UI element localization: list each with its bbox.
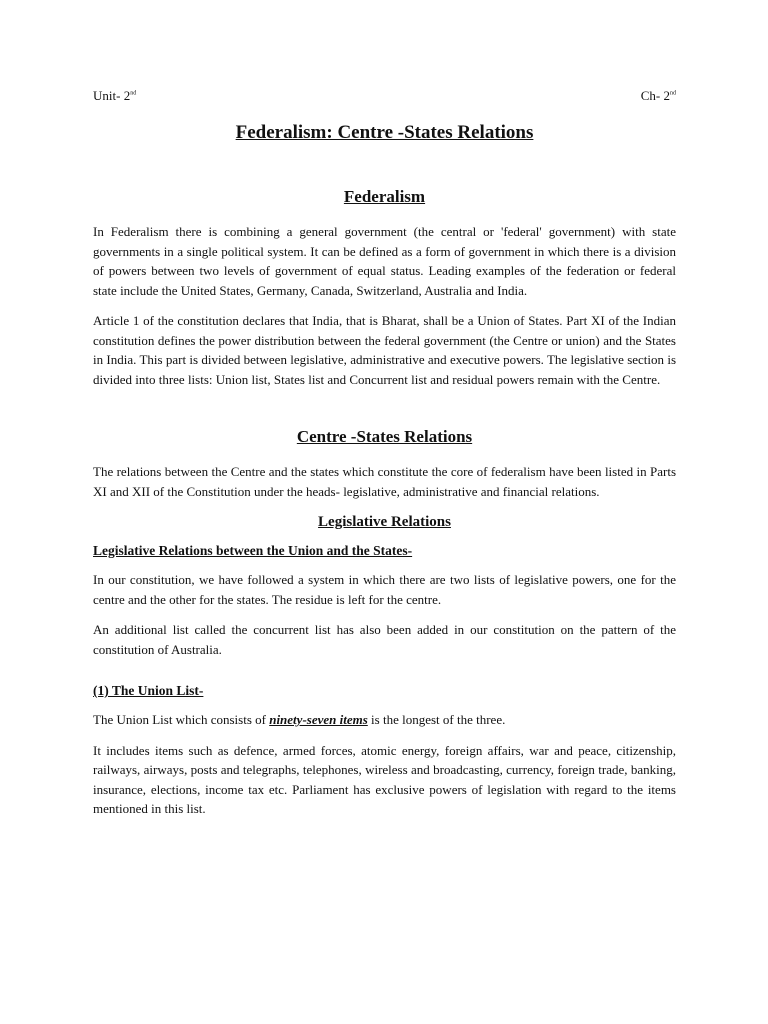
legislative-paragraph-2: An additional list called the concurrent list has also been added in our constitution on the pattern of the constitution of Australia. (93, 622, 676, 657)
federalism-paragraph-2: Article 1 of the constitution declares that India, that is Bharat, shall be a Union of States. Part XI of the Indian constitution defines the power distribution between the federal government (the Centre or union) and the States in India. This part is divided between legislative, administrative and executive powers. The legislative section is divided into three lists: Union list, States list and Concurrent list and residual powers remain with the Centre. (93, 313, 676, 387)
document-page (93, 88, 676, 830)
unit-text: Unit- 2 (93, 88, 131, 103)
relations-heading: Centre -States Relations (296, 427, 473, 446)
page-header (93, 88, 676, 106)
federalism-paragraph-1: In Federalism there is combining a general government (the central or 'federal' government) with state governments in a single political system. It can be defined as a form of government in which there is a division of powers between two levels of government of equal status. Leading examples of the federation or federal state include the United States, Germany, Canada, Switzerland, Australia and India. (93, 224, 676, 298)
chapter-label (641, 88, 676, 106)
federalism-heading: Federalism (343, 187, 426, 206)
union-list-text-before: The Union List which consists of (93, 712, 270, 727)
chapter-superscript: nd (670, 90, 676, 97)
document-title: Federalism: Centre -States Relations (235, 122, 534, 143)
union-list-text-after: is the longest of the three. (367, 712, 506, 727)
union-list-heading: (1) The Union List- (93, 683, 204, 698)
chapter-text: Ch- 2 (640, 88, 670, 103)
union-list-paragraph-1 (93, 710, 676, 730)
relations-paragraph-1: The relations between the Centre and the states which constitute the core of federalism have been listed in Parts XI and XII of the Constitution under the heads- legislative, administrative and financial relations. (93, 464, 676, 499)
union-list-paragraph-2: It includes items such as defence, armed forces, atomic energy, foreign affairs, war and peace, citizenship, railways, airways, posts and telegraphs, telephones, wireless and broadcasting, currency, foreign trade, banking, insurance, elections, income tax etc. Parliament has exclusive powers of legislation with regard to the items mentioned in this list. (93, 742, 676, 816)
section-spacer (93, 400, 676, 426)
unit-label (93, 88, 136, 106)
legislative-subheading: Legislative Relations between the Union and the States- (93, 543, 413, 558)
section-spacer (93, 670, 676, 682)
unit-superscript: nd (130, 90, 137, 97)
legislative-paragraph-1: In our constitution, we have followed a system in which there are two lists of legislative powers, one for the centre and the other for the states. The residue is left for the centre. (93, 572, 676, 607)
legislative-heading: Legislative Relations (318, 514, 451, 530)
union-list-emphasis: ninety-seven items (269, 712, 368, 727)
